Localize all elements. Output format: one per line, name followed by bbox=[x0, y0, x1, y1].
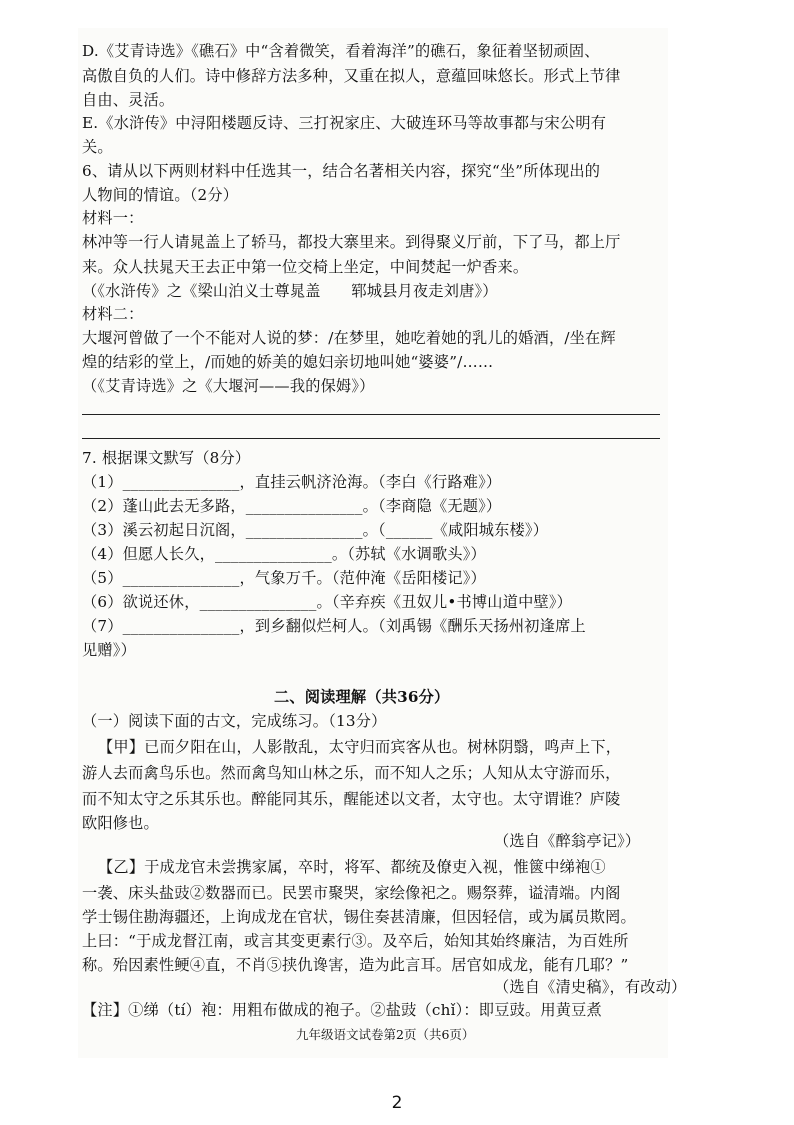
text-line: 上曰：“于成龙督江南，或言其变更素行③。及卒后，始知其始终廉洁，为百姓所 bbox=[82, 932, 629, 950]
text-line: （6）欲说还休，_______________。（辛弃疾《丑奴儿•书博山道中壁》） bbox=[82, 593, 573, 611]
text-line: 大堰河曾做了一个不能对人说的梦：/在梦里，她吃着她的乳儿的婚酒，/坐在辉 bbox=[82, 329, 616, 347]
text-line: 见赠》） bbox=[82, 641, 136, 659]
text-line: 7. 根据课文默写（8分） bbox=[82, 449, 251, 467]
text-line: 二、阅读理解（共36分） bbox=[274, 688, 450, 706]
text-line: 煌的结彩的堂上，/而她的娇美的媳妇亲切地叫她“婆婆”/…… bbox=[82, 353, 494, 371]
text-line: 材料一： bbox=[82, 209, 144, 227]
text-line: （5）_______________，气象万千。（范仲淹《岳阳楼记》） bbox=[82, 569, 486, 587]
text-line: （3）溪云初起日沉阁，_______________。（______《咸阳城东楼》） bbox=[82, 521, 549, 539]
answer-line-1 bbox=[82, 414, 660, 415]
text-line: 称。殆因素性鲠④直，不肖⑤挟仇谗害，造为此言耳。居官如成龙，能有几耶？” bbox=[82, 956, 629, 974]
text-line: 一袭、床头盐豉②数器而已。民罢市聚哭，家绘像祀之。赐祭葬，谥清端。内阁 bbox=[82, 884, 621, 902]
text-line: 关。 bbox=[82, 138, 113, 156]
text-line: 游人去而禽鸟乐也。然而禽鸟知山林之乐，而不知人之乐；人知从太守游而乐， bbox=[82, 764, 621, 782]
text-line: （《水浒传》之《梁山泊义士尊晁盖 郓城县月夜走刘唐》） bbox=[82, 282, 498, 300]
text-line: 【注】①绨（tí）袍：用粗布做成的袍子。②盐豉（chǐ）：即豆豉。用黄豆煮 bbox=[82, 1001, 602, 1019]
text-line: （《艾青诗选》之《大堰河——我的保姆》） bbox=[82, 377, 375, 395]
text-line: （一）阅读下面的古文，完成练习。（13分） bbox=[82, 712, 387, 730]
text-line: 6、请从以下两则材料中任选其一，结合名著相关内容，探究“坐”所体现出的 bbox=[82, 162, 601, 180]
text-line: 来。众人扶晁天王去正中第一位交椅上坐定，中间焚起一炉香来。 bbox=[82, 258, 529, 276]
text-line: 而不知太守之乐其乐也。醉能同其乐，醒能述以文者，太守也。太守谓谁？庐陵 bbox=[82, 790, 621, 808]
text-line: 学士锡住勘海疆还，上询成龙在官状，锡住奏甚清廉，但因轻信，或为属员欺罔。 bbox=[82, 908, 636, 926]
text-line: （选自《醉翁亭记》） bbox=[494, 832, 641, 850]
text-line: 自由、灵活。 bbox=[82, 91, 175, 109]
text-line: （4）但愿人长久，_______________。（苏轼《水调歌头》） bbox=[82, 545, 486, 563]
text-line: 【甲】已而夕阳在山，人影散乱，太守归而宾客从也。树林阴翳，鸣声上下， bbox=[98, 738, 622, 756]
text-line: E.《水浒传》中浔阳楼题反诗、三打祝家庄、大破连环马等故事都与宋公明有 bbox=[82, 114, 607, 132]
text-line: （1）_______________，直挂云帆济沧海。（李白《行路难》） bbox=[82, 473, 502, 491]
text-line: （7）_______________，到乡翻似烂柯人。（刘禹锡《酬乐天扬州初逢席上 bbox=[82, 617, 586, 635]
text-line: 材料二： bbox=[82, 305, 144, 323]
text-line: 欧阳修也。 bbox=[82, 814, 159, 832]
text-line: （2）蓬山此去无多路，_______________。（李商隐《无题》） bbox=[82, 497, 502, 515]
answer-line-2 bbox=[82, 438, 660, 439]
page-footer: 九年级语文试卷第2页（共6页） bbox=[296, 1027, 475, 1042]
text-line: （选自《清史稿》，有改动） bbox=[494, 978, 687, 996]
text-line: D.《艾青诗选》《礁石》中“含着微笑，看着海洋”的礁石，象征着坚韧顽固、 bbox=[82, 42, 600, 60]
text-line: 人物间的情谊。（2分） bbox=[82, 186, 239, 204]
page-number: 2 bbox=[391, 1093, 403, 1113]
text-line: 林冲等一行人请晁盖上了轿马，都投大寨里来。到得聚义厅前，下了马，都上厅 bbox=[82, 233, 621, 251]
text-line: 【乙】于成龙官未尝携家属，卒时，将军、都统及僚吏入视，惟篋中绨袍① bbox=[98, 858, 606, 876]
text-line: 高傲自负的人们。诗中修辞方法多种，又重在拟人，意蕴回味悠长。形式上节律 bbox=[82, 67, 621, 85]
